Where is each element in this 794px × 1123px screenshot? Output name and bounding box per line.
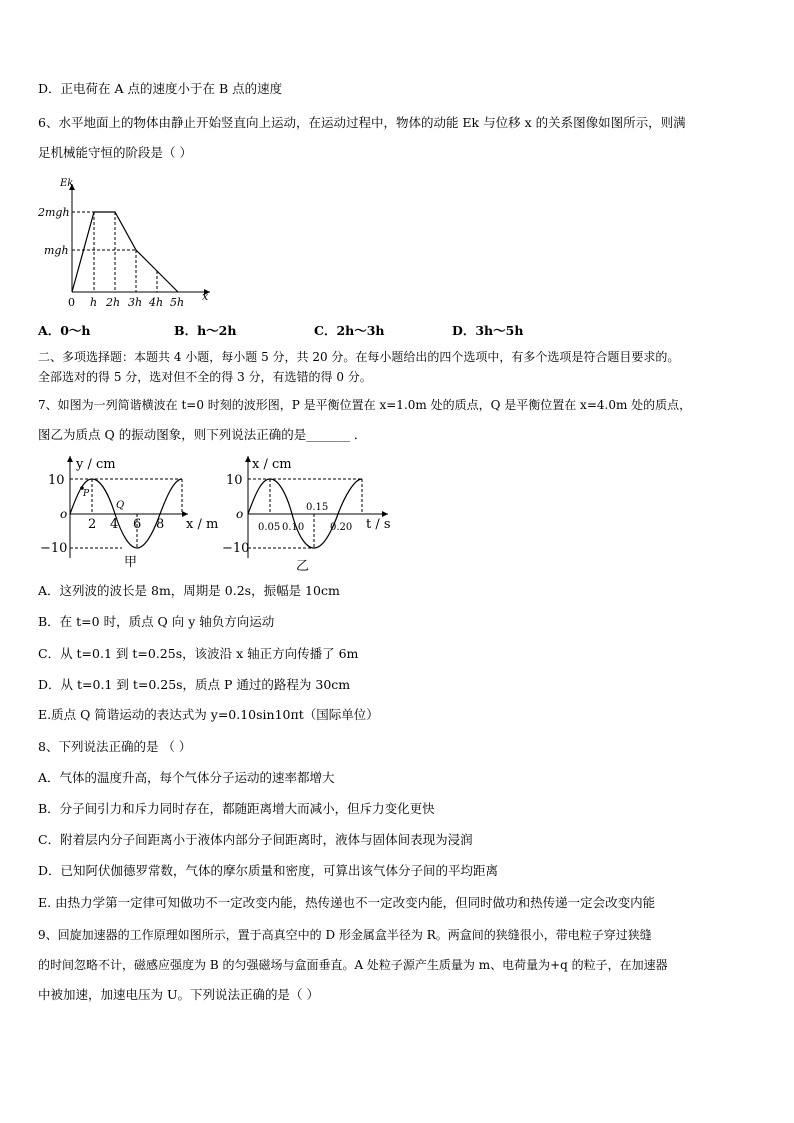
q6-curve: [72, 212, 178, 292]
q7b-xtick-020: 0.20: [330, 522, 353, 533]
q8-stem: 8、下列说法正确的是 （ ）: [38, 739, 192, 754]
q7a-ytick-10: 10: [48, 473, 65, 488]
q9-stem-line3: 中被加速，加速电压为 U。下列说法正确的是（ ）: [38, 987, 319, 1002]
q7a-xtick-4: 4: [110, 517, 119, 532]
q6-option-a: A．0～h: [38, 323, 91, 338]
q7-figure-yi: [222, 452, 396, 578]
q7-option-b: B．在 t=0 时，质点 Q 向 y 轴负方向运动: [38, 614, 275, 629]
q7-option-e: E.质点 Q 简谐运动的表达式为 y=0.10sin10πt（国际单位）: [38, 707, 379, 722]
q7-option-d: D．从 t=0.1 到 t=0.25s，质点 P 通过的路程为 30cm: [38, 677, 351, 692]
q6-option-c: C．2h～3h: [314, 323, 385, 338]
q7a-xtick-8: 8: [156, 517, 165, 532]
q8-option-b: B．分子间引力和斥力同时存在，都随距离增大而减小，但斥力变化更快: [38, 801, 435, 816]
q6-option-b: B．h～2h: [174, 323, 237, 338]
q6-x-label: x: [202, 290, 209, 303]
q9-stem-line1: 9、回旋加速器的工作原理如图所示，置于高真空中的 D 形金属盒半径为 R。两盒间的狭缝很小，带电粒子穿过狭缝: [38, 928, 652, 942]
q8-option-a: A．气体的温度升高，每个气体分子运动的速率都增大: [38, 770, 335, 785]
q7a-caption: 甲: [124, 555, 138, 570]
q7b-ytick-minus10: −10: [222, 541, 250, 556]
q6-xtick-5h: 5h: [170, 296, 185, 309]
q8-option-c: C．附着层内分子间距离小于液体内部分子间距离时，液体与固体间表现为浸润: [38, 832, 473, 847]
q7-stem-line2: 图乙为质点 Q 的振动图象，则下列说法正确的是_______ ．: [38, 427, 367, 442]
q6-figure: [38, 172, 228, 312]
q6-y-label: Ek: [60, 178, 74, 189]
q7a-y-label: y / cm: [76, 457, 116, 472]
q7a-origin: o: [60, 507, 68, 521]
q7a-point-p: P: [83, 489, 90, 499]
section2-line1: 二、多项选择题：本题共 4 小题，每小题 5 分，共 20 分。在每小题给出的四个选项中，有多个选项是符合题目要求的。: [38, 350, 680, 364]
q7a-ytick-minus10: −10: [40, 541, 68, 556]
q6-ytick-mgh: mgh: [44, 244, 69, 257]
q6-xtick-3h: 3h: [128, 296, 143, 309]
q6-origin: 0: [68, 296, 75, 309]
q6-ytick-2mgh: 2mgh: [38, 206, 70, 219]
q7b-caption: 乙: [296, 559, 310, 574]
section2-line2: 全部选对的得 5 分，选对但不全的得 3 分，有选错的得 0 分。: [38, 370, 372, 384]
q7-stem-line1: 7、如图为一列简谐横波在 t=0 时刻的波形图，P 是平衡位置在 x=1.0m 处的质点，Q 是平衡位置在 x=4.0m 处的质点，: [38, 398, 692, 412]
q7b-xtick-005: 0.05: [258, 522, 281, 533]
q7-figure-jia: [38, 452, 228, 572]
q7b-x-label: t / s: [366, 517, 391, 532]
q8-option-d: D．已知阿伏伽德罗常数，气体的摩尔质量和密度，可算出该气体分子间的平均距离: [38, 863, 499, 878]
q7b-xtick-015: 0.15: [306, 502, 329, 513]
q7a-xtick-2: 2: [88, 517, 97, 532]
q7b-xtick-010: 0.10: [282, 522, 305, 533]
q7b-y-label: x / cm: [252, 457, 292, 472]
q7b-ytick-10: 10: [226, 473, 243, 488]
q6-stem-line2: 足机械能守恒的阶段是（ ）: [38, 145, 192, 160]
q7-option-c: C．从 t=0.1 到 t=0.25s，该波沿 x 轴正方向传播了 6m: [38, 646, 359, 661]
q6-xtick-h: h: [90, 296, 98, 309]
q7a-x-label: x / m: [186, 517, 219, 532]
q7-option-a: A．这列波的波长是 8m，周期是 0.2s，振幅是 10cm: [38, 583, 340, 598]
q6-xtick-2h: 2h: [106, 296, 121, 309]
q6-stem-line1: 6、水平地面上的物体由静止开始竖直向上运动，在运动过程中，物体的动能 Ek 与位移 x 的关系图像如图所示，则满: [38, 115, 686, 130]
q6-xtick-4h: 4h: [149, 296, 164, 309]
q7a-point-q: Q: [116, 500, 125, 511]
q5-option-d: D．正电荷在 A 点的速度小于在 B 点的速度: [38, 81, 283, 96]
q6-option-d: D．3h～5h: [452, 323, 524, 338]
q9-stem-line2: 的时间忽略不计，磁感应强度为 B 的匀强磁场与盒面垂直。A 处粒子源产生质量为 m、电荷量为+q 的粒子，在加速器: [38, 958, 668, 972]
q7b-origin: o: [236, 507, 244, 521]
q7a-xtick-6: 6: [133, 517, 142, 532]
q8-option-e: E. 由热力学第一定律可知做功不一定改变内能，热传递也不一定改变内能，但同时做功和热传递一定会改变内能: [38, 895, 656, 910]
